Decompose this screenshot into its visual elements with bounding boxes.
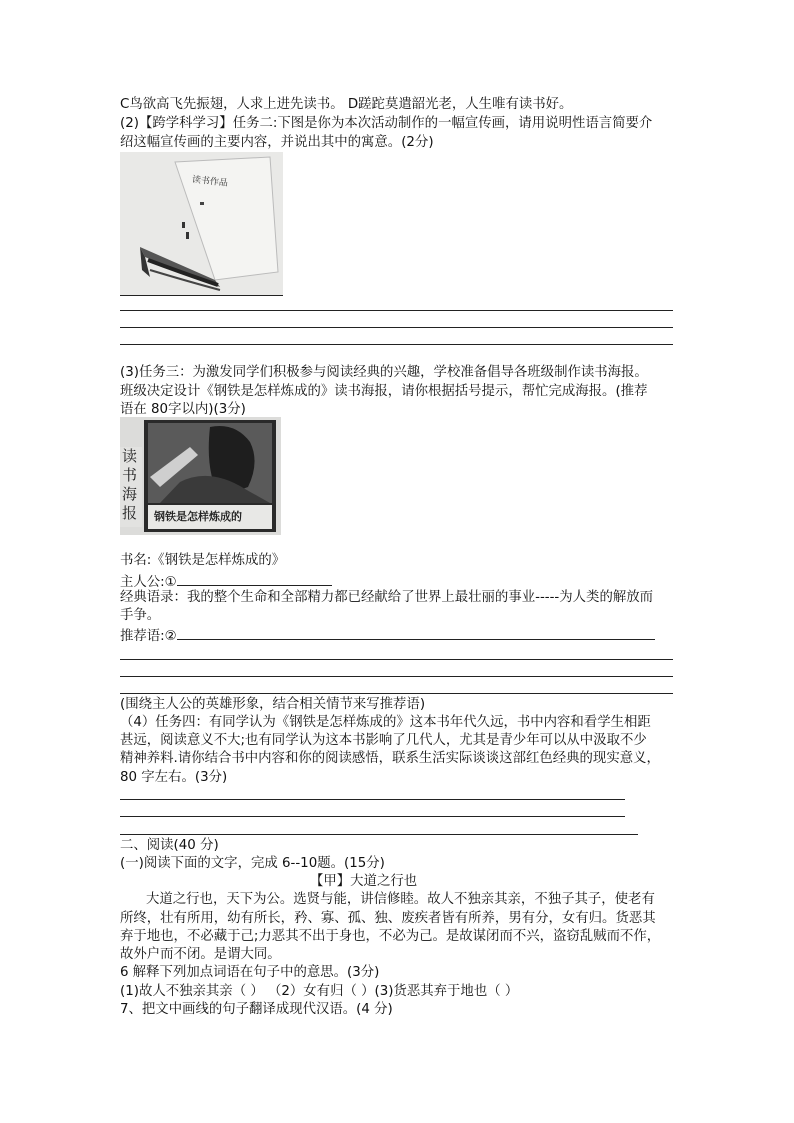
promo-image-caption: 读书作品 — [191, 175, 229, 189]
poster-side-char: 报 — [122, 504, 138, 522]
recommendation-hint: (围绕主人公的英雄形象，结合相关情节来写推荐语) — [120, 697, 426, 712]
poster-side-char: 读 — [122, 447, 138, 465]
section-2-heading: 二、阅读(40 分) — [120, 838, 219, 853]
image-underline — [120, 295, 283, 296]
question-3-line3: 语在 80字以内)(3分) — [120, 402, 246, 417]
poster-book-title: 钢铁是怎样炼成的 — [154, 510, 242, 523]
recommendation-label: 推荐语:② — [120, 629, 177, 644]
poster-side-text — [122, 447, 142, 523]
recommendation-blank[interactable] — [177, 625, 655, 640]
answer-line — [120, 310, 673, 311]
answer-line — [120, 693, 673, 694]
quote-line2: 手争。 — [120, 608, 161, 623]
question-4-line1: （4）任务四：有同学认为《钢铁是怎样炼成的》这本书年代久远，书中内容和看学生相距 — [120, 715, 651, 730]
poster-side-char: 海 — [122, 485, 138, 503]
quote-line1: 经典语录：我的整个生命和全部精力都已经献给了世界上最壮丽的事业-----为人类的解放而 — [120, 590, 654, 605]
question-2-line2: 绍这幅宣传画的主要内容，并说出其中的寓意。(2分) — [120, 135, 434, 150]
question-2-line1: (2)【跨学科学习】任务二:下图是你为本次活动制作的一幅宣传画，请用说明性语言简要介 — [120, 116, 653, 131]
answer-line — [120, 327, 673, 328]
answer-line — [120, 799, 625, 800]
reading-poster-image — [120, 417, 281, 535]
answer-line — [120, 344, 673, 345]
question-3-line1: (3)任务三：为激发同学们积极参与阅读经典的兴趣，学校准备倡导各班级制作读书海报。 — [120, 365, 648, 380]
poster-side-char: 书 — [122, 466, 138, 484]
question-6-items: (1)故人不独亲其亲（ ） （2）女有归（ ）(3)货恶其弃于地也（ ） — [120, 984, 519, 999]
question-6: 6 解释下列加点词语在句子中的意思。(3分) — [120, 965, 380, 980]
answer-line — [120, 834, 638, 835]
question-3-line2: 班级决定设计《钢铁是怎样炼成的》读书海报，请你根据括号提示，帮忙完成海报。(推荐 — [120, 384, 648, 399]
protagonist-label: 主人公:① — [120, 575, 177, 590]
question-4-line2: 甚远，阅读意义不大;也有同学认为这本书影响了几代人，尤其是青少年可以从中汲取不少 — [120, 733, 647, 748]
protagonist-blank[interactable] — [177, 571, 332, 586]
passage-line3: 弃于地也，不必藏于己;力恶其不出于身也，不必为己。是故谋闭而不兴，盗窃乱贼而不作， — [120, 929, 661, 944]
answer-line — [120, 659, 673, 660]
passage-line4: 故外户而不闭。是谓大同。 — [120, 947, 281, 962]
book-name: 书名:《钢铁是怎样炼成的》 — [120, 553, 286, 568]
answer-line — [120, 676, 673, 677]
question-4-line3: 精神养料.请你结合书中内容和你的阅读感悟，联系生活实际谈谈这部红色经典的现实意义， — [120, 751, 660, 766]
answer-line — [120, 816, 625, 817]
question-4-line4: 80 字左右。(3分) — [120, 770, 228, 785]
part-1-instruction: (一)阅读下面的文字，完成 6--10题。(15分) — [120, 856, 385, 871]
option-c-d: C鸟欲高飞先振翅，人求上进先读书。 D蹉跎莫遣韶光老，人生唯有读书好。 — [120, 97, 573, 112]
passage-title: 【甲】大道之行也 — [310, 874, 418, 889]
passage-line2: 所终，壮有所用，幼有所长，矜、寡、孤、独、废疾者皆有所养，男有分，女有归。货恶其 — [120, 911, 656, 926]
promo-image — [120, 152, 283, 295]
recommendation-field — [120, 625, 655, 646]
question-7: 7、把文中画线的句子翻译成现代汉语。(4 分) — [120, 1002, 393, 1017]
passage-line1: 大道之行也，天下为公。选贤与能，讲信修睦。故人不独亲其亲，不独子其子，使老有 — [146, 892, 655, 907]
